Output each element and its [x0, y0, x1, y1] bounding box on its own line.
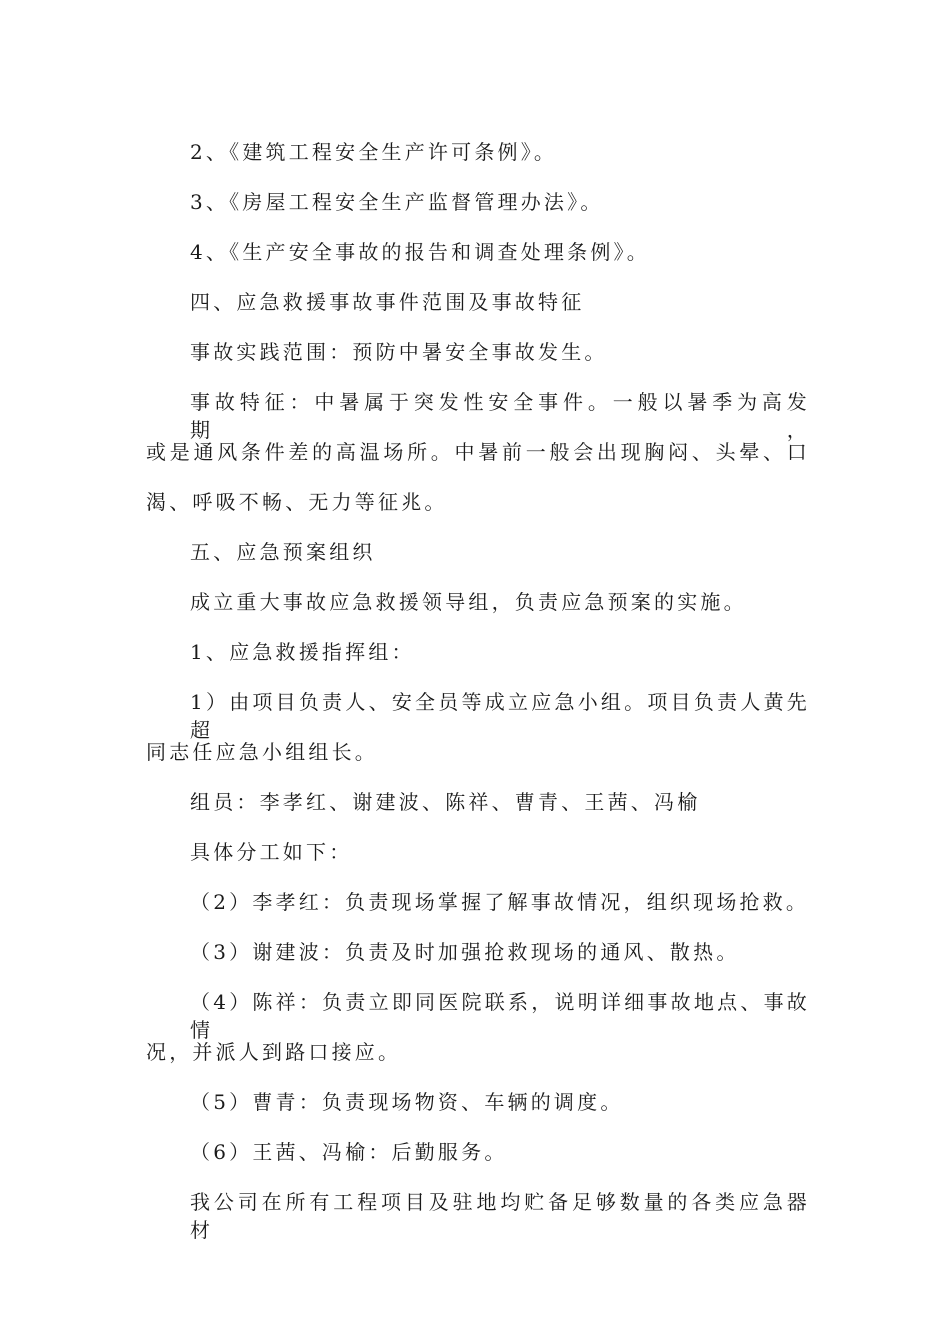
duty-item-6: （6）王茜、冯榆：后勤服务。: [190, 1140, 508, 1164]
division-of-labor-heading: 具体分工如下：: [190, 840, 353, 864]
section-heading-4: 四、应急救援事故事件范围及事故特征: [190, 290, 585, 314]
accident-features-line-1: 事故特征：中暑属于突发性安全事件。一般以暑季为高发期，: [190, 390, 810, 442]
equipment-paragraph-line-1: 我公司在所有工程项目及驻地均贮备足够数量的各类应急器材: [190, 1190, 810, 1242]
leadership-group-paragraph: 成立重大事故应急救援领导组，负责应急预案的实施。: [190, 590, 747, 614]
duty-item-4-line-2: 况，并派人到路口接应。: [146, 1040, 402, 1064]
duty-item-2: （2）李孝红：负责现场掌握了解事故情况，组织现场抢救。: [190, 890, 810, 914]
emergency-team-line-1: 1）由项目负责人、安全员等成立应急小组。项目负责人黄先超: [190, 690, 810, 742]
regulation-item-4: 4、《生产安全事故的报告和调查处理条例》。: [190, 240, 650, 264]
accident-scope-paragraph: 事故实践范围：预防中暑安全事故发生。: [190, 340, 608, 364]
regulation-item-3: 3、《房屋工程安全生产监督管理办法》。: [190, 190, 604, 214]
duty-item-4-line-1: （4）陈祥：负责立即同医院联系，说明详细事故地点、事故情: [190, 990, 810, 1042]
accident-features-line-2: 或是通风条件差的高温场所。中暑前一般会出现胸闷、头晕、口: [146, 440, 810, 464]
regulation-item-2: 2、《建筑工程安全生产许可条例》。: [190, 140, 558, 164]
duty-item-3: （3）谢建波：负责及时加强抢救现场的通风、散热。: [190, 940, 740, 964]
team-members-line: 组员：李孝红、谢建波、陈祥、曹青、王茜、冯榆: [190, 790, 701, 814]
emergency-team-line-2: 同志任应急小组组长。: [146, 740, 378, 764]
command-group-heading: 1、应急救援指挥组：: [190, 640, 415, 664]
duty-item-5: （5）曹青：负责现场物资、车辆的调度。: [190, 1090, 624, 1114]
accident-features-line-3: 渴、呼吸不畅、无力等征兆。: [146, 490, 448, 514]
section-heading-5: 五、应急预案组织: [190, 540, 376, 564]
